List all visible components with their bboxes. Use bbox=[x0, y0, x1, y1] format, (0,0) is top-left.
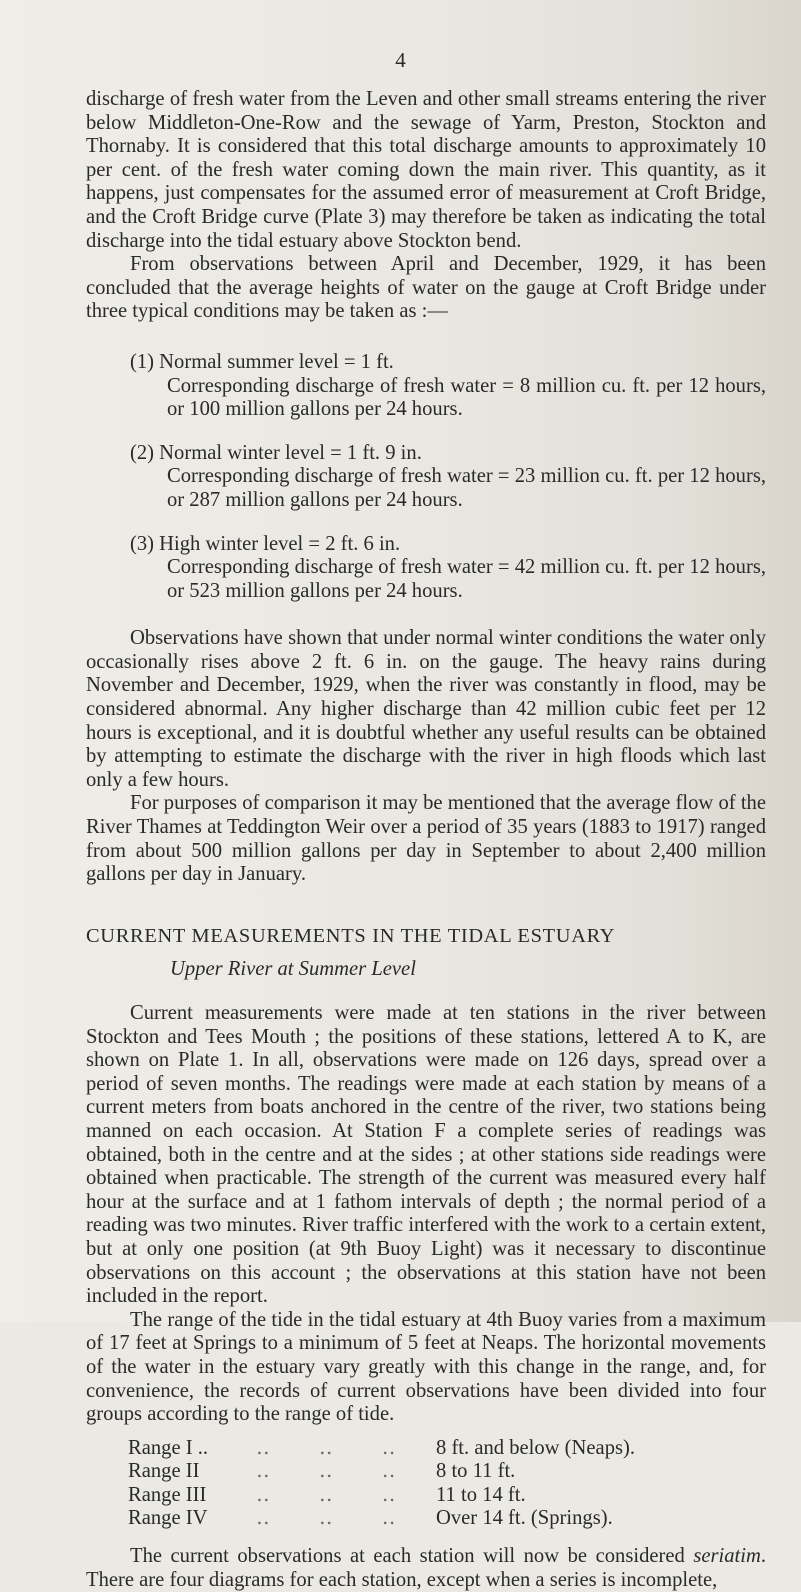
condition-label: (2) Normal winter level = 1 ft. 9 in. bbox=[130, 441, 422, 464]
range-row bbox=[128, 1484, 766, 1508]
condition-detail: Corresponding discharge of fresh water = 8 million cu. ft. per 12 hours, or 100 million gallons per 24 hours. bbox=[167, 374, 766, 421]
observation-paragraph-1: Observations have shown that under normal winter conditions the water only occasionally rises above 2 ft. 6 in. on the gauge. The heavy rains during November and December, 1929, when the river was constantly in flood, may be considered abnormal. Any higher discharge than 42 million cubic feet per 12 hours is exceptional, and it is doubtful whether any useful results can be obtained by attempting to estimate the discharge with the river in high floods which last only a few hours. bbox=[86, 627, 766, 791]
closing-paragraph bbox=[86, 1545, 766, 1592]
range-name: Range IV bbox=[128, 1507, 208, 1530]
section-paragraph-2: The range of the tide in the tidal estuary at 4th Buoy varies from a maximum of 17 feet at Springs to a minimum of 5 feet at Neaps. The horizontal movements of the water in the estuary vary greatly with this change in the range, and, for convenience, the records of current observations have been divided into four groups according to the range of tide. bbox=[86, 1308, 766, 1426]
condition-detail: Corresponding discharge of fresh water = 23 million cu. ft. per 12 hours, or 287 million gallons per 24 hours. bbox=[167, 465, 766, 511]
closing-text-italic: seriatim bbox=[693, 1545, 761, 1568]
section-heading: CURRENT MEASUREMENTS IN THE TIDAL ESTUARY bbox=[86, 924, 616, 947]
range-value: 11 to 14 ft. bbox=[436, 1483, 526, 1506]
leader-dots: ‥ ‥ ‥ bbox=[256, 1460, 418, 1483]
range-row bbox=[128, 1460, 766, 1484]
condition-item-3 bbox=[86, 533, 766, 604]
range-name: Range III bbox=[128, 1483, 207, 1506]
range-list bbox=[86, 1437, 766, 1531]
section-subheading: Upper River at Summer Level bbox=[170, 958, 416, 981]
condition-label: (1) Normal summer level = 1 ft. bbox=[130, 350, 394, 373]
range-row bbox=[128, 1507, 766, 1531]
range-name: Range I .. bbox=[128, 1436, 209, 1459]
range-row bbox=[128, 1437, 766, 1461]
observation-paragraph-2: For purposes of comparison it may be mentioned that the average flow of the River Thames at Teddington Weir over a period of 35 years (1883 to 1917) ranged from about 500 million gallons per day in September to about 2,400 million gallons per day in January. bbox=[86, 792, 766, 886]
range-value: 8 ft. and below (Neaps). bbox=[436, 1436, 636, 1459]
closing-text-end: . There are four diagrams for each station, except when a series is incomplete, bbox=[86, 1545, 766, 1591]
closing-text-start: The current observations at each station will now be considered bbox=[130, 1545, 694, 1568]
range-name: Range II bbox=[128, 1460, 200, 1483]
condition-detail: Corresponding discharge of fresh water = 42 million cu. ft. per 12 hours, or 523 million gallons per 24 hours. bbox=[167, 556, 766, 602]
condition-label: (3) High winter level = 2 ft. 6 in. bbox=[130, 532, 401, 555]
page-body bbox=[86, 88, 766, 1592]
leader-dots: ‥ ‥ ‥ bbox=[256, 1436, 418, 1459]
leader-dots: ‥ ‥ ‥ bbox=[256, 1483, 418, 1506]
section-paragraph-1: Current measurements were made at ten stations in the river between Stockton and Tees Mouth ; the positions of these stations, lettered A to K, are shown on Plate 1. In all, observations were made on 126 days, spread over a period of seven months. The readings were made at each station by means of a current meters from boats anchored in the centre of the river, two stations being manned on each occasion. At Station F a complete series of readings was obtained, both in the centre and at the sides ; at other stations side readings were obtained when practicable. The strength of the current was measured every half hour at the surface and at 1 fathom intervals of depth ; the normal period of a reading was two minutes. River traffic interfered with the work to a certain extent, but at only one position (at 9th Buoy Light) was it necessary to discontinue observations on this account ; the observations at this station have not been included in the report. bbox=[86, 1002, 766, 1308]
page-number: 4 bbox=[395, 48, 406, 72]
condition-item-2 bbox=[86, 442, 766, 513]
leader-dots: ‥ ‥ ‥ bbox=[256, 1507, 418, 1530]
condition-item-1 bbox=[86, 351, 766, 422]
intro-paragraph-2: From observations between April and December, 1929, it has been concluded that the average heights of water on the gauge at Croft Bridge under three typical conditions may be taken as :— bbox=[86, 253, 766, 323]
range-value: 8 to 11 ft. bbox=[436, 1460, 516, 1483]
intro-paragraph-1: discharge of fresh water from the Leven and other small streams entering the river below Middleton-One-Row and the sewage of Yarm, Preston, Stockton and Thornaby. It is considered that this total discharge amounts to approximately 10 per cent. of the fresh water coming down the main river. This quantity, as it happens, just compensates for the assumed error of measurement at Croft Bridge, and the Croft Bridge curve (Plate 3) may therefore be taken as indicating the total discharge into the tidal estuary above Stockton bend. bbox=[86, 88, 766, 252]
range-value: Over 14 ft. (Springs). bbox=[436, 1507, 613, 1530]
